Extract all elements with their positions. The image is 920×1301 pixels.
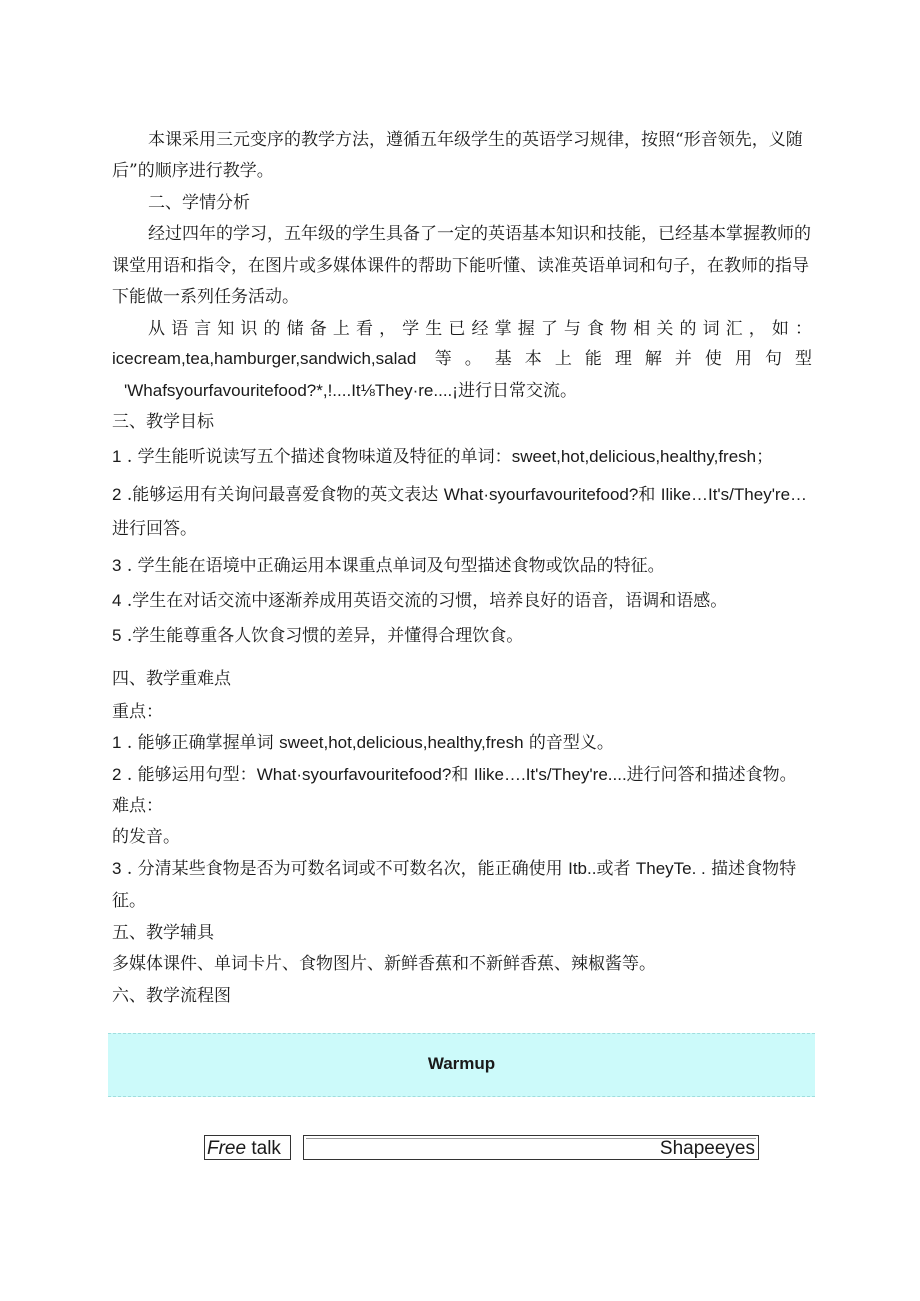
difficulty-3-cont: 征。 [112, 891, 146, 911]
goal-question: What·syourfavouritefood? [443, 485, 639, 504]
key-point-2 [112, 764, 797, 786]
goal-text: .能够运用有关询问最喜爱食物的英文表达 [126, 485, 444, 505]
free-talk-box [204, 1135, 291, 1160]
difficulty-3 [112, 858, 796, 880]
food-vocab-list: icecream,tea,hamburger,sandwich,salad [112, 349, 417, 368]
key-number: 2 [112, 765, 122, 784]
difficulty-label: 难点： [112, 796, 163, 816]
shape-eyes-box [303, 1135, 759, 1160]
analysis-p2-line-3-cn: 进行日常交流。 [457, 381, 577, 401]
goal-text: . 学生能在语境中正确运用本课重点单词及句型描述食物或饮品的特征。 [126, 556, 665, 576]
goal-answer: Ilike…It's/They're… [660, 485, 808, 504]
sentence-pattern-text: 'Whafsyourfavouritefood?*,!....It⅛They·re....¡ [124, 381, 458, 400]
analysis-p2-line-3 [124, 380, 577, 402]
key-points-label: 重点： [112, 702, 163, 722]
key-text: . 能够运用句型： [126, 765, 257, 785]
section-3-heading: 三、教学目标 [112, 412, 214, 432]
teaching-aids: 多媒体课件、单词卡片、食物图片、新鲜香蕉和不新鲜香蕉、辣椒酱等。 [112, 954, 656, 974]
goal-vocab: sweet,hot,delicious,healthy,fresh [511, 447, 757, 466]
key-text: . 能够正确掌握单词 [126, 733, 280, 753]
goal-number: 1 [112, 447, 122, 466]
goal-number: 3 [112, 556, 122, 575]
method-line-2: 后”的顺序进行教学。 [112, 161, 274, 181]
section-4-heading: 四、教学重难点 [112, 669, 231, 689]
key-vocab: sweet,hot,delicious,healthy,fresh [279, 733, 524, 752]
analysis-p2-line-2-cn: 等。基本上能理解并使用句型 [434, 349, 813, 369]
goal-3 [112, 555, 665, 577]
analysis-p1-line-2: 课堂用语和指令，在图片或多媒体课件的帮助下能听懂、读准英语单词和句子，在教师的指导 [112, 256, 809, 276]
goal-number: 4 [112, 591, 122, 610]
difficulty-it: Itb.. [568, 859, 597, 878]
key-tail: 进行问答和描述食物。 [626, 765, 797, 785]
difficulty-they: TheyTe. . [635, 859, 706, 878]
goal-tail: ； [756, 447, 774, 467]
goal-text: .学生在对话交流中逐渐养成用英语交流的习惯，培养良好的语音，语调和语感。 [126, 591, 728, 611]
goal-number: 2 [112, 485, 122, 504]
goal-text: . 学生能听说读写五个描述食物味道及特征的单词： [126, 447, 512, 467]
key-tail: 的音型义。 [523, 733, 614, 753]
goal-2 [112, 484, 807, 506]
analysis-p2-line-2 [112, 348, 812, 370]
difficulty-text: . 分清某些食物是否为可数名词或不可数名次，能正确使用 [126, 859, 569, 879]
free-text: Free [207, 1138, 247, 1159]
analysis-p2-line-1: 从语言知识的储备上看，学生已经掌握了与食物相关的词汇，如： [148, 319, 812, 339]
section-2-heading: 二、学情分析 [148, 193, 250, 213]
goal-text: .学生能尊重各人饮食习惯的差异，并懂得合理饮食。 [126, 626, 524, 646]
goal-5 [112, 625, 523, 647]
talk-text: talk [246, 1138, 281, 1159]
warmup-band [108, 1033, 815, 1097]
key-question: What·syourfavouritefood? [256, 765, 452, 784]
goal-number: 5 [112, 626, 122, 645]
goal-4 [112, 590, 727, 612]
warmup-label: Warmup [427, 1054, 496, 1073]
key-point-1 [112, 732, 614, 754]
goal-1 [112, 446, 773, 468]
section-6-heading: 六、教学流程图 [112, 986, 231, 1006]
shape-eyes-text: Shapeeyes [659, 1138, 755, 1159]
difficulty-tail: 描述食物特 [705, 859, 797, 879]
goal-2-cont: 进行回答。 [112, 519, 197, 539]
difficulty-1: 的发音。 [112, 827, 180, 847]
difficulty-or: 或者 [596, 859, 636, 879]
goal-and: 和 [638, 485, 661, 505]
key-answer: Ilike….It's/They're.... [473, 765, 627, 784]
key-and: 和 [451, 765, 474, 785]
section-5-heading: 五、教学辅具 [112, 923, 214, 943]
key-number: 1 [112, 733, 122, 752]
method-line-1: 本课采用三元变序的教学方法，遵循五年级学生的英语学习规律，按照“形音领先，义随 [148, 130, 803, 150]
difficulty-number: 3 [112, 859, 122, 878]
analysis-p1-line-3: 下能做一系列任务活动。 [112, 287, 299, 307]
analysis-p1-line-1: 经过四年的学习，五年级的学生具备了一定的英语基本知识和技能，已经基本掌握教师的 [148, 224, 811, 244]
